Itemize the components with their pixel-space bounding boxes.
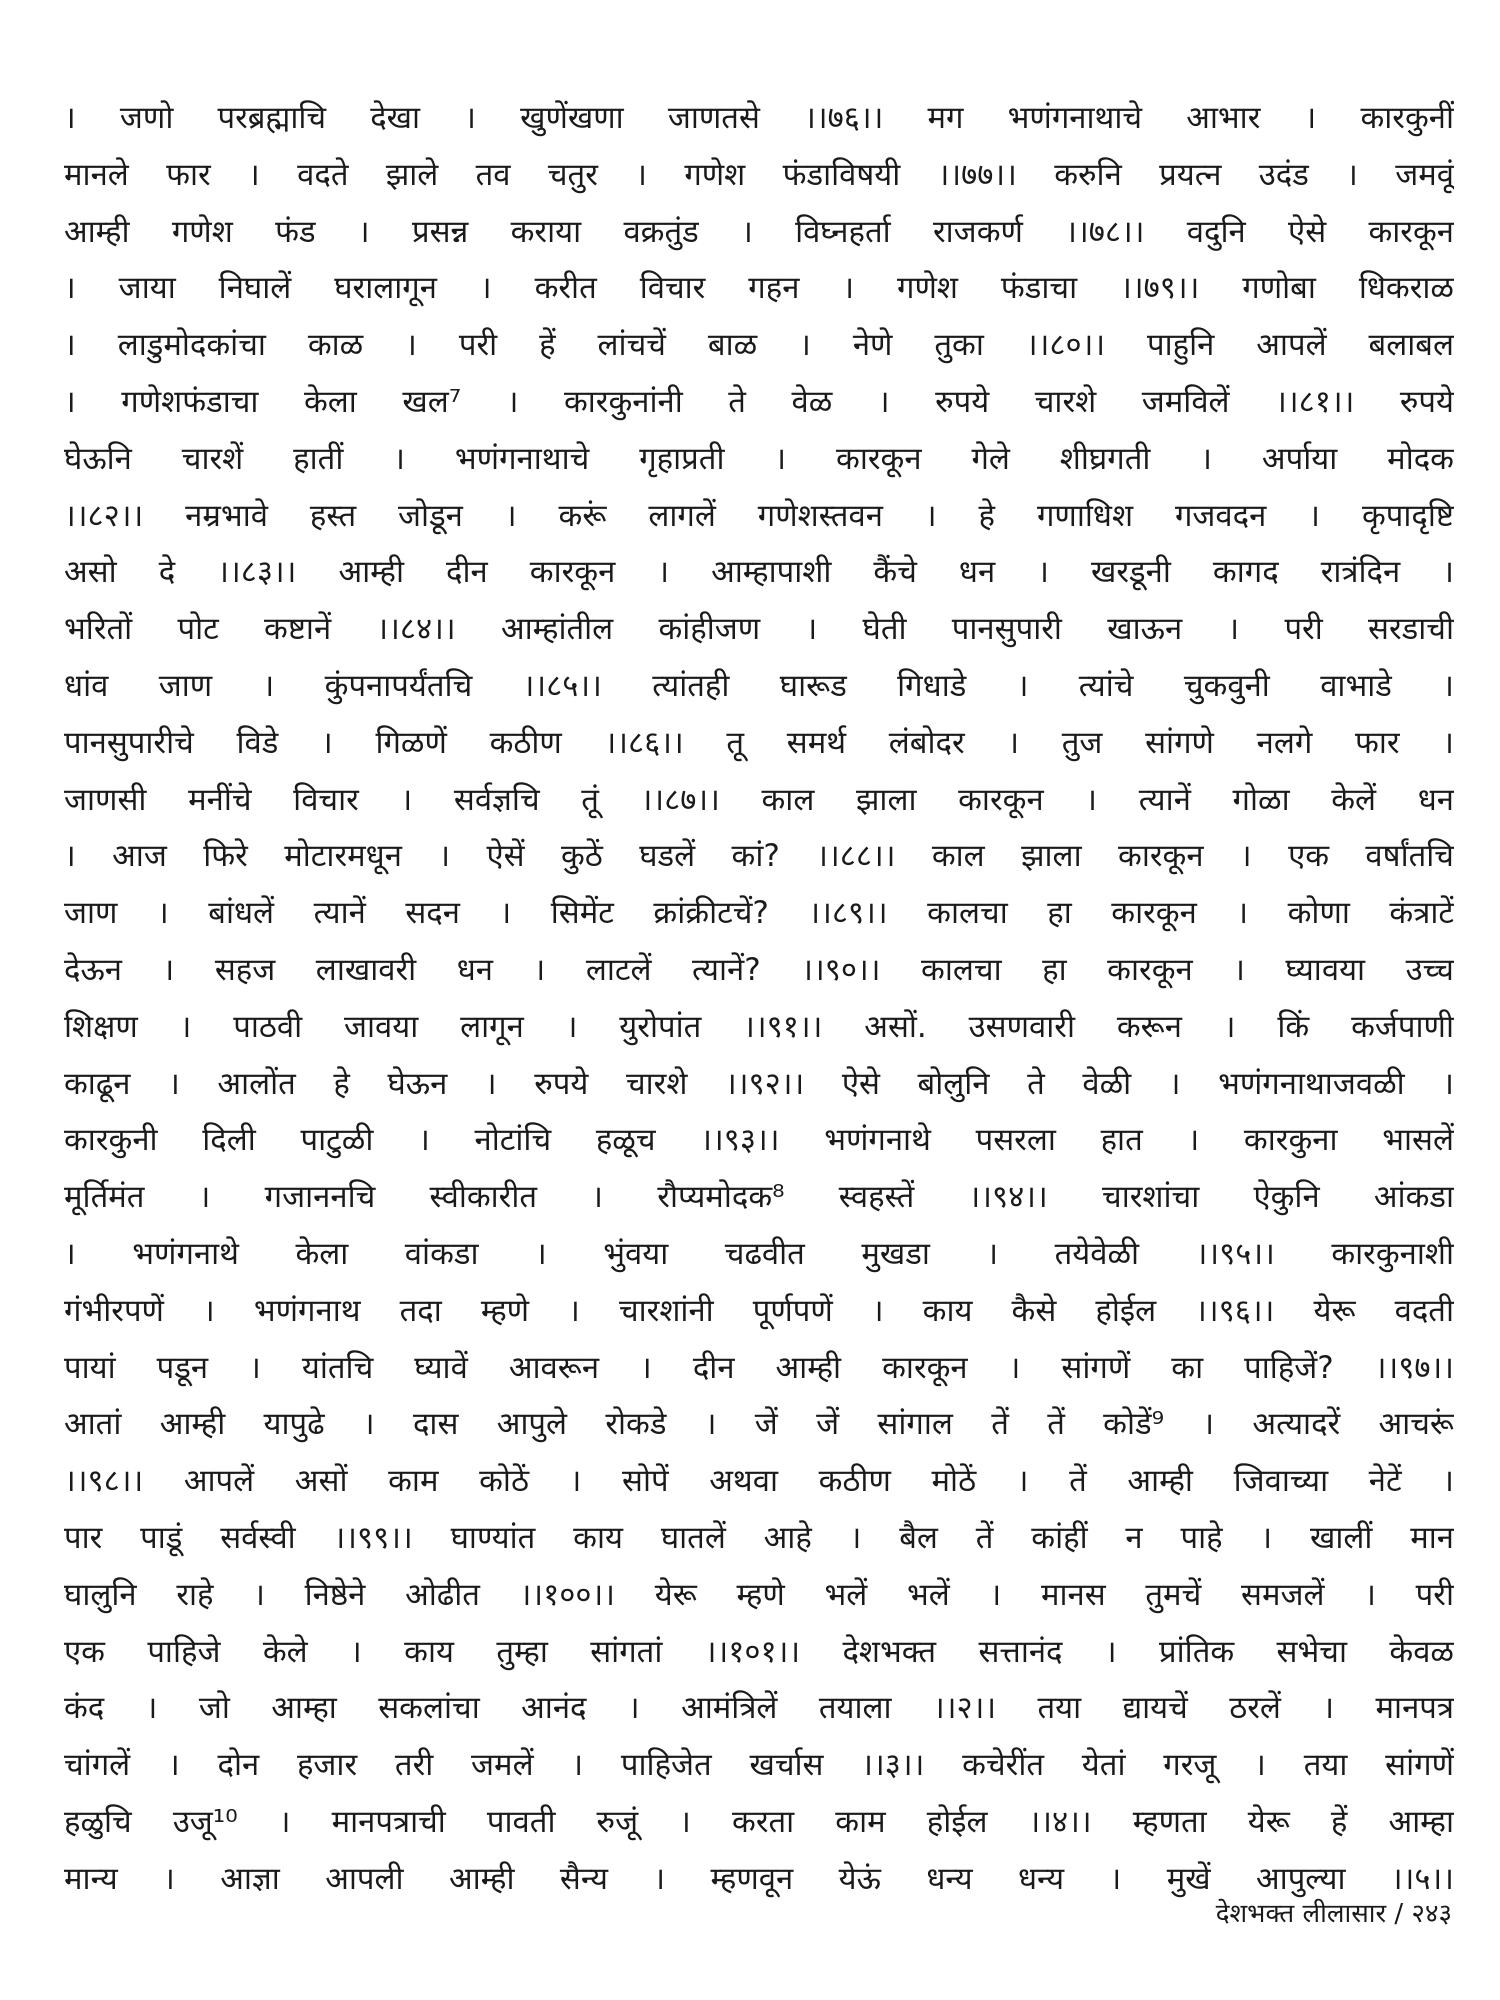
text-line: पायां पडून । यांतचि घ्यावें आवरून । दीन आम्ही कारकून । सांगणें का पाहिजें? ।।९७।। [64, 1349, 1454, 1386]
text-line: । जाया निघालें घरालागून । करीत विचार गहन । गणेश फंडाचा ।।७९।। गणोबा धिकराळ [64, 270, 1454, 307]
text-line: हळुचि उजू¹⁰ । मानपत्राची पावती रुजूं । करता काम होईल ।।४।। म्हणता येरू हें आम्हा [64, 1803, 1454, 1840]
text-line: मानले फार । वदते झाले तव चतुर । गणेश फंडाविषयी ।।७७।। करुनि प्रयत्न उदंड । जमवूं [64, 156, 1454, 193]
text-line: घेऊनि चारशें हातीं । भणंगनाथाचे गृहाप्रती । कारकून गेले शीघ्रगती । अर्पाया मोदक [64, 440, 1454, 477]
text-line: चांगलें । दोन हजार तरी जमलें । पाहिजेत खर्चास ।।३।। कचेरींत येतां गरजू । तया सांगणें [64, 1747, 1454, 1784]
text-line: एक पाहिजे केले । काय तुम्हा सांगतां ।।१०१।। देशभक्त सत्तानंद । प्रांतिक सभेचा केवळ [64, 1633, 1454, 1670]
text-line: शिक्षण । पाठवी जावया लागून । युरोपांत ।।९१।। असों. उसणवारी करून । किं कर्जपाणी [64, 1008, 1454, 1045]
text-line: कारकुनी दिली पाटुळी । नोटांचि हळूच ।।९३।। भणंगनाथे पसरला हात । कारकुना भासलें [64, 1122, 1454, 1159]
verse-text-block [64, 90, 1454, 1908]
text-line: जाणसी मनींचे विचार । सर्वज्ञचि तूं ।।८७।। काल झाला कारकून । त्यानें गोळा केलें धन [64, 781, 1454, 818]
text-line: भरितों पोट कष्टानें ।।८४।। आम्हांतील कांहीजण । घेती पानसुपारी खाऊन । परी सरडाची [64, 611, 1454, 648]
page-footer: देशभक्त लीलासार / २४३ [1215, 1899, 1452, 1929]
text-line: पार पाडूं सर्वस्वी ।।९९।। घाण्यांत काय घातलें आहे । बैल तें कांहीं न पाहे । खालीं मान [64, 1519, 1454, 1556]
text-line: देऊन । सहज लाखावरी धन । लाटलें त्यानें? ।।९०।। कालचा हा कारकून । घ्यावया उच्च [64, 951, 1454, 988]
text-line: ।।८२।। नम्रभावे हस्त जोडून । करूं लागलें गणेशस्तवन । हे गणाधिश गजवदन । कृपादृष्टि [64, 497, 1454, 534]
text-line: । भणंगनाथे केला वांकडा । भुंवया चढवीत मुखडा । तयेवेळी ।।९५।। कारकुनाशी [64, 1235, 1454, 1272]
text-line: घालुनि राहे । निष्ठेने ओढीत ।।१००।। येरू म्हणे भलें भलें । मानस तुमचें समजलें । परी [64, 1576, 1454, 1613]
text-line: । लाडुमोदकांचा काळ । परी हें लांचचें बाळ । नेणे तुका ।।८०।। पाहुनि आपलें बलाबल [64, 327, 1454, 364]
text-line: धांव जाण । कुंपनापर्यंतचि ।।८५।। त्यांतही घारूड गिधाडे । त्यांचे चुकवुनी वाभाडे । [64, 667, 1454, 704]
text-line: पानसुपारीचे विडे । गिळणें कठीण ।।८६।। तू समर्थ लंबोदर । तुज सांगणे नलगे फार । [64, 724, 1454, 761]
text-line: गंभीरपणें । भणंगनाथ तदा म्हणे । चारशांनी पूर्णपणें । काय कैसे होईल ।।९६।। येरू वदती [64, 1292, 1454, 1329]
text-line: । गणेशफंडाचा केला खल⁷ । कारकुनांनी ते वेळ । रुपये चारशे जमविलें ।।८१।। रुपये [64, 383, 1454, 420]
text-line: काढून । आलोंत हे घेऊन । रुपये चारशे ।।९२।। ऐसे बोलुनि ते वेळी । भणंगनाथाजवळी । [64, 1065, 1454, 1102]
text-line: कंद । जो आम्हा सकलांचा आनंद । आमंत्रिलें तयाला ।।२।। तया द्यायचें ठरलें । मानपत्र [64, 1690, 1454, 1727]
text-line: आतां आम्ही यापुढे । दास आपुले रोकडे । जें जें सांगाल तें तें कोडें⁹ । अत्यादरें आचरूं [64, 1406, 1454, 1443]
text-line: ।।९८।। आपलें असों काम कोठें । सोपें अथवा कठीण मोठें । तें आम्ही जिवाच्या नेटें । [64, 1463, 1454, 1500]
text-line: । आज फिरे मोटारमधून । ऐसें कुठें घडलें कां? ।।८८।। काल झाला कारकून । एक वर्षांतचि [64, 838, 1454, 875]
text-line: जाण । बांधलें त्यानें सदन । सिमेंट क्रांक्रीटचें? ।।८९।। कालचा हा कारकून । कोणा कंत्राटें [64, 895, 1454, 932]
text-line: असो दे ।।८३।। आम्ही दीन कारकून । आम्हापाशी कैंचे धन । खरडूनी कागद रात्रंदिन । [64, 554, 1454, 591]
text-line: । जणो परब्रह्माचि देखा । खुणेंखणा जाणतसे ।।७६।। मग भणंगनाथाचे आभार । कारकुनीं [64, 100, 1454, 136]
text-line: मान्य । आज्ञा आपली आम्ही सैन्य । म्हणवून येऊं धन्य धन्य । मुखें आपुल्या ।।५।। [64, 1860, 1454, 1897]
text-line: आम्ही गणेश फंड । प्रसन्न कराया वक्रतुंड । विघ्नहर्ता राजकर्ण ।।७८।। वदुनि ऐसे कारकून [64, 213, 1454, 250]
text-line: मूर्तिमंत । गजाननचि स्वीकारीत । रौप्यमोदक⁸ स्वहस्तें ।।९४।। चारशांचा ऐकुनि आंकडा [64, 1179, 1454, 1216]
